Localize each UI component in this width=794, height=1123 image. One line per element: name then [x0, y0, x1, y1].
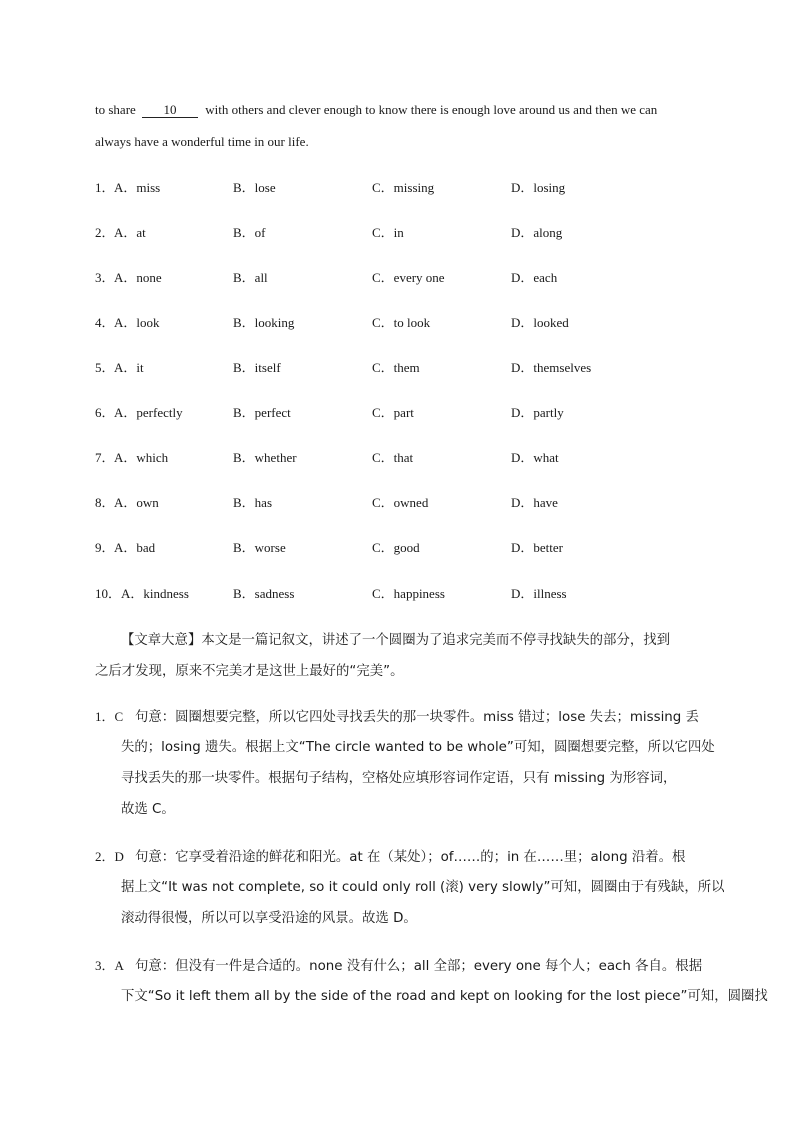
passage-line [95, 102, 710, 118]
question-number: 5． [95, 360, 115, 375]
question-number: 4． [95, 315, 115, 330]
option-c: C．every one [372, 270, 445, 285]
option-a: A．at [114, 225, 146, 240]
explanation-line [95, 846, 711, 877]
option-c: C．part [372, 405, 414, 420]
option-a: A．look [114, 315, 160, 330]
option-b: B．whether [233, 450, 297, 465]
explanation-text: 句意：但没有一件是合适的。none 没有什么；all 全部；every one 每个人；each 各自。根据 [135, 959, 703, 974]
explanation-text: 句意：它享受着沿途的鲜花和阳光。at 在（某处）；of……的；in 在……里；along 沿着。根 [135, 850, 686, 865]
option-a: A．kindness [121, 586, 189, 601]
explanation-2 [95, 846, 725, 939]
option-a: A．bad [114, 540, 156, 555]
passage-text: to share [95, 102, 136, 117]
option-d: D．illness [511, 586, 567, 601]
option-d: D．themselves [511, 360, 592, 375]
explanation-1 [95, 706, 715, 830]
option-b: B．worse [233, 540, 286, 555]
option-d: D．along [511, 225, 563, 240]
option-b: B．of [233, 225, 266, 240]
explanation-text: 句意：圆圈想要完整，所以它四处寻找丢失的那一块零件。miss 错过；lose 失去；missing 丢 [135, 710, 699, 725]
option-d: D．what [511, 450, 559, 465]
explanation-line: 失的；losing 遗失。根据上文“The circle wanted to be whole”可知，圆圈想要完整，所以它四处 [121, 740, 715, 755]
option-d: D．better [511, 540, 563, 555]
option-a: A．which [114, 450, 169, 465]
question-number: 9． [95, 540, 115, 555]
passage-line [95, 134, 710, 150]
option-d: D．each [511, 270, 558, 285]
question-number: 6． [95, 405, 115, 420]
question-number: 8． [95, 495, 115, 510]
option-c: C．missing [372, 180, 435, 195]
option-a: A．it [114, 360, 144, 375]
option-b: B．has [233, 495, 273, 510]
option-c: C．them [372, 360, 420, 375]
option-a: A．perfectly [114, 405, 183, 420]
option-b: B．sadness [233, 586, 295, 601]
summary-line: 之后才发现，原来不完美才是这世上最好的“完美”。 [95, 664, 404, 679]
passage-summary [95, 630, 711, 692]
option-c: C．to look [372, 315, 431, 330]
option-a: A．miss [114, 180, 161, 195]
option-b: B．lose [233, 180, 276, 195]
passage-text: always have a wonderful time in our life. [95, 134, 309, 149]
answer-key: 3．A [95, 958, 124, 973]
question-number: 2． [95, 225, 115, 240]
option-c: C．in [372, 225, 404, 240]
question-number: 3． [95, 270, 115, 285]
option-c: C．owned [372, 495, 429, 510]
question-number: 1． [95, 180, 115, 195]
option-b: B．looking [233, 315, 295, 330]
explanation-3 [95, 955, 768, 1017]
explanation-line [95, 955, 711, 986]
blank-10: 10 [142, 103, 198, 118]
option-d: D．losing [511, 180, 566, 195]
explanation-line: 滚动得很慢，所以可以享受沿途的风景。故选 D。 [121, 911, 417, 926]
option-b: B．all [233, 270, 268, 285]
option-b: B．itself [233, 360, 281, 375]
question-number: 7． [95, 450, 115, 465]
option-a: A．none [114, 270, 162, 285]
option-d: D．partly [511, 405, 564, 420]
option-d: D．looked [511, 315, 569, 330]
answer-key: 1．C [95, 709, 124, 724]
option-c: C．good [372, 540, 420, 555]
question-number: 10． [95, 586, 122, 601]
option-d: D．have [511, 495, 558, 510]
explanation-line: 下文“So it left them all by the side of the road and kept on looking for the lost piece”可知，圆圈找 [121, 989, 768, 1004]
answer-key: 2．D [95, 849, 124, 864]
summary-line: 【文章大意】本文是一篇记叙文，讲述了一个圆圈为了追求完美而不停寻找缺失的部分，找到 [121, 633, 671, 648]
explanation-line: 故选 C。 [121, 802, 175, 817]
option-c: C．that [372, 450, 414, 465]
explanation-line [95, 706, 711, 737]
passage-text: with others and clever enough to know there is enough love around us and then we can [205, 102, 658, 117]
option-a: A．own [114, 495, 159, 510]
explanation-line: 寻找丢失的那一块零件。根据句子结构，空格处应填形容词作定语，只有 missing 为形容词， [121, 771, 677, 786]
option-b: B．perfect [233, 405, 291, 420]
explanation-line: 据上文“It was not complete, so it could only roll (滚) very slowly”可知，圆圈由于有残缺，所以 [121, 880, 725, 895]
option-c: C．happiness [372, 586, 445, 601]
